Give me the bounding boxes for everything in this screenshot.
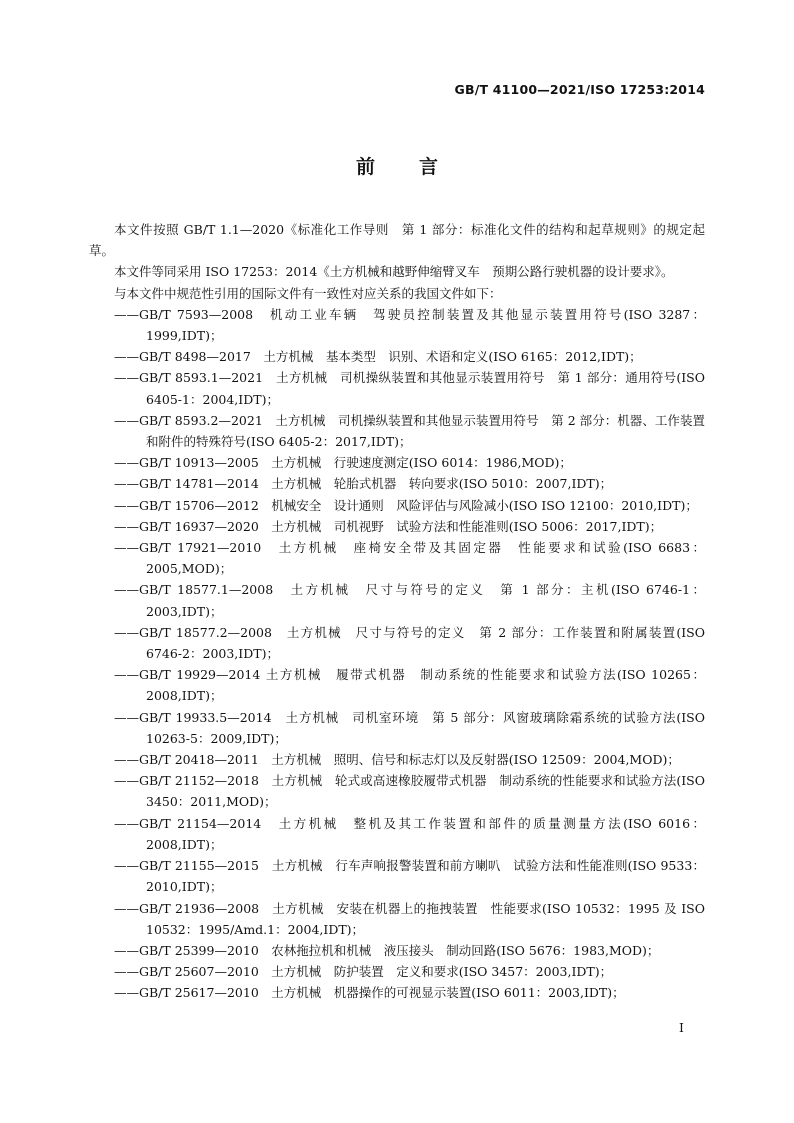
reference-list-item xyxy=(89,452,705,473)
list-dash: —— xyxy=(114,752,139,768)
reference-text: GB/T 18577.2—2008 土方机械 尺寸与符号的定义 第 2 部分：工作装置和附属装置(ISO 6746-2：2003,IDT)； xyxy=(139,624,705,662)
list-dash: —— xyxy=(114,349,139,365)
reference-list-item xyxy=(89,855,705,897)
reference-list-item xyxy=(89,537,705,579)
reference-text: GB/T 14781—2014 土方机械 轮胎式机器 转向要求(ISO 5010：2007,IDT)； xyxy=(139,476,613,492)
list-dash: —— xyxy=(114,306,139,322)
document-body xyxy=(89,219,705,1004)
list-dash: —— xyxy=(114,582,139,598)
reference-text: GB/T 16937—2020 土方机械 司机视野 试验方法和性能准则(ISO 5006：2017,IDT)； xyxy=(139,518,663,534)
reference-text: GB/T 25607—2010 土方机械 防护装置 定义和要求(ISO 3457：2003,IDT)； xyxy=(139,964,613,980)
reference-text: GB/T 8593.2—2021 土方机械 司机操纵装置和其他显示装置用符号 第 2 部分：机器、工作装置和附件的特殊符号(ISO 6405-2：2017,IDT)； xyxy=(139,412,705,450)
reference-text: GB/T 21154—2014 土方机械 整机及其工作装置和部件的质量测量方法(ISO 6016：2008,IDT)； xyxy=(139,815,705,852)
reference-text: GB/T 21936—2008 土方机械 安装在机器上的拖拽装置 性能要求(ISO 10532：1995 及 ISO 10532：1995/Amd.1：2004,IDT)； xyxy=(139,900,705,937)
reference-list-item xyxy=(89,707,705,749)
reference-list-item xyxy=(89,898,705,940)
reference-list-item xyxy=(89,961,705,982)
list-dash: —— xyxy=(114,518,139,534)
reference-list-item xyxy=(89,367,705,409)
reference-text: GB/T 21152—2018 土方机械 轮式或高速橡胶履带式机器 制动系统的性能要求和试验方法(ISO 3450：2011,MOD)； xyxy=(139,773,705,810)
reference-text: GB/T 20418—2011 土方机械 照明、信号和标志灯以及反射器(ISO 12509：2004,MOD)； xyxy=(139,752,680,768)
paragraph-reference-intro: 与本文件中规范性引用的国际文件有一致性对应关系的我国文件如下： xyxy=(114,285,502,301)
standard-code-header: GB/T 41100—2021/ISO 17253:2014 xyxy=(454,82,705,97)
list-dash: —— xyxy=(114,985,139,1001)
reference-list-item xyxy=(89,410,705,452)
list-dash: —— xyxy=(114,858,139,874)
reference-text: GB/T 10913—2005 土方机械 行驶速度测定(ISO 6014：1986,MOD)； xyxy=(139,455,572,471)
reference-list-item xyxy=(89,622,705,664)
list-dash: —— xyxy=(114,476,139,492)
reference-text: GB/T 15706—2012 机械安全 设计通则 风险评估与风险减小(ISO ISO 12100：2010,IDT)； xyxy=(139,497,698,513)
reference-list-item xyxy=(89,346,705,367)
page-number: I xyxy=(679,1020,684,1035)
list-dash: —— xyxy=(114,455,139,471)
list-dash: —— xyxy=(114,624,139,640)
reference-text: GB/T 21155—2015 土方机械 行车声响报警装置和前方喇叭 试验方法和性能准则(ISO 9533：2010,IDT)； xyxy=(139,858,705,895)
list-dash: —— xyxy=(114,709,139,725)
list-dash: —— xyxy=(114,370,139,386)
list-dash: —— xyxy=(114,667,139,683)
reference-text: GB/T 17921—2010 土方机械 座椅安全带及其固定器 性能要求和试验(ISO 6683：2005,MOD)； xyxy=(139,540,705,577)
list-dash: —— xyxy=(114,412,139,428)
reference-text: GB/T 19929—2014 土方机械 履带式机器 制动系统的性能要求和试验方法(ISO 10265：2008,IDT)； xyxy=(139,667,705,704)
reference-text: GB/T 25399—2010 农林拖拉机和机械 液压接头 制动回路(ISO 5676：1983,MOD)； xyxy=(139,942,660,958)
list-dash: —— xyxy=(114,540,139,556)
reference-text: GB/T 25617—2010 土方机械 机器操作的可视显示装置(ISO 6011：2003,IDT)； xyxy=(139,985,625,1001)
list-dash: —— xyxy=(114,964,139,980)
reference-text: GB/T 18577.1—2008 土方机械 尺寸与符号的定义 第 1 部分：主机(ISO 6746-1：2003,IDT)； xyxy=(139,582,705,619)
reference-list-item xyxy=(89,940,705,961)
reference-list-item xyxy=(89,749,705,770)
reference-list-item xyxy=(89,770,705,812)
list-dash: —— xyxy=(114,815,139,831)
reference-text: GB/T 19933.5—2014 土方机械 司机室环境 第 5 部分：风窗玻璃除霜系统的试验方法(ISO 10263-5：2009,IDT)； xyxy=(139,709,705,746)
reference-list-item xyxy=(89,664,705,706)
list-dash: —— xyxy=(114,900,139,916)
list-dash: —— xyxy=(114,497,139,513)
reference-list-item xyxy=(89,304,705,346)
paragraph-adoption: 本文件等同采用 ISO 17253：2014《土方机械和越野伸缩臂叉车 预期公路行驶机器的设计要求》。 xyxy=(114,264,674,280)
reference-list-item xyxy=(89,495,705,516)
list-dash: —— xyxy=(114,773,139,789)
reference-list-item xyxy=(89,516,705,537)
reference-list-item xyxy=(89,982,705,1003)
reference-list xyxy=(89,304,705,1004)
reference-list-item xyxy=(89,473,705,494)
reference-text: GB/T 8593.1—2021 土方机械 司机操纵装置和其他显示装置用符号 第 1 部分：通用符号(ISO 6405-1：2004,IDT)； xyxy=(139,370,705,407)
reference-list-item xyxy=(89,579,705,621)
reference-text: GB/T 8498—2017 土方机械 基本类型 识别、术语和定义(ISO 6165：2012,IDT)； xyxy=(139,349,642,365)
paragraph-drafting-rules: 本文件按照 GB/T 1.1—2020《标准化工作导则 第 1 部分：标准化文件的结构和起草规则》的规定起草。 xyxy=(89,222,705,259)
list-dash: —— xyxy=(114,942,139,958)
page-title: 前言 xyxy=(355,156,482,178)
reference-text: GB/T 7593—2008 机动工业车辆 驾驶员控制装置及其他显示装置用符号(ISO 3287：1999,IDT)； xyxy=(139,306,705,344)
reference-list-item xyxy=(89,813,705,855)
